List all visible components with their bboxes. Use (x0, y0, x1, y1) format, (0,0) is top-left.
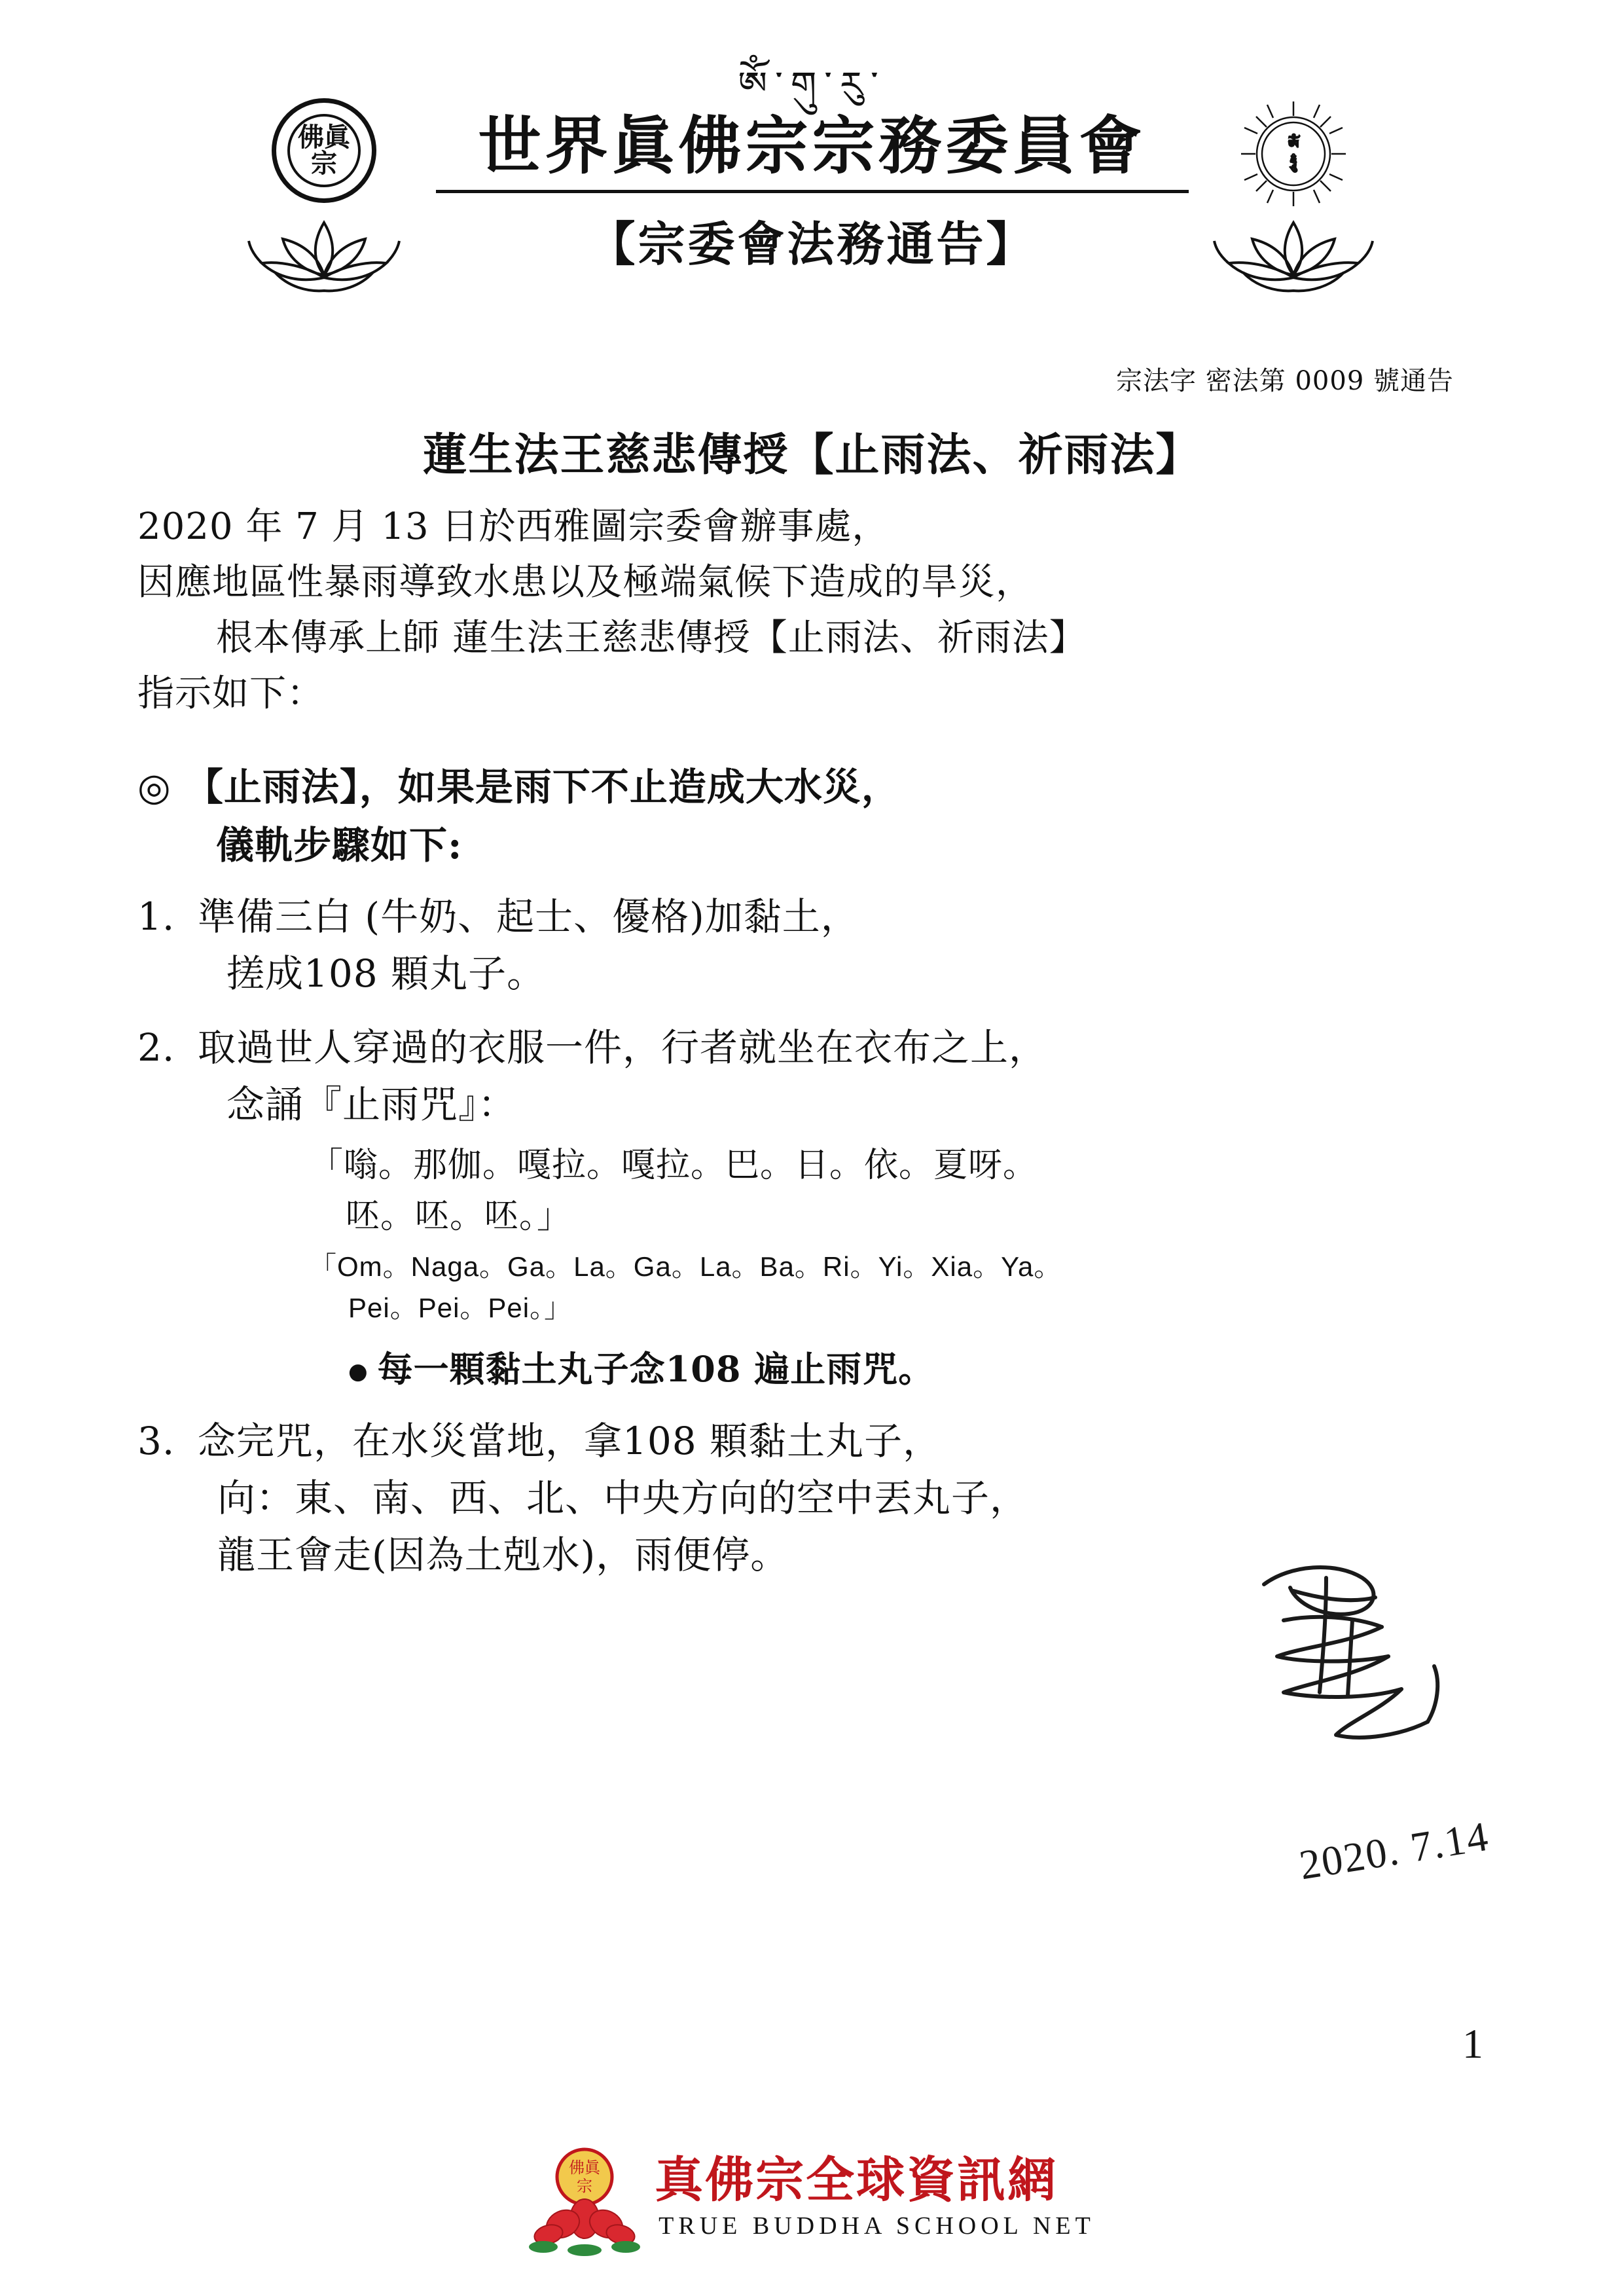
bullet-dot-icon: ● (348, 1358, 369, 1385)
step-2-line-2: 念誦『止雨咒』： (226, 1082, 517, 1127)
footer-site-name-cn: 真佛宗全球資訊網 (655, 2152, 1058, 2209)
step-number: 3. (137, 1418, 175, 1463)
mantra-chinese (309, 1140, 1493, 1242)
seal-bottom-text: 宗 (311, 148, 337, 179)
organization-title: 世界眞佛宗宗務委員會 (478, 108, 1146, 183)
mantra-romanized-line-2: Pei。Pei。Pei。」 (348, 1292, 573, 1323)
step-3-line-3: 龍王會走(因為土剋水)，雨便停。 (217, 1532, 789, 1577)
intro-line-2: 因應地區性暴雨導致水患以及極端氣候下造成的旱災， (137, 561, 1033, 604)
header-title-block (79, 65, 1545, 274)
document-footer (0, 2139, 1624, 2257)
spacer (137, 721, 1493, 758)
handwritten-signature (1185, 1558, 1460, 1774)
step-3-line-1: 念完咒，在水災當地，拿108 顆黏土丸子， (198, 1418, 942, 1463)
footer-lotus-seal-icon (529, 2139, 640, 2257)
circle-marker-icon: ◎ (137, 765, 171, 810)
seal-top-text: 佛眞 (298, 122, 350, 153)
step-number: 1. (137, 894, 175, 939)
list-item-step-2 (137, 1019, 1493, 1396)
signature-date: 2020. 7.14 (1296, 1812, 1492, 1889)
page-title: 蓮生法王慈悲傳授【止雨法、祈雨法】 (422, 429, 1202, 481)
step-1-line-1: 準備三白 (牛奶、起士、優格)加黏土， (198, 894, 859, 939)
step-2-bullet-note (198, 1343, 1493, 1396)
document-header (79, 39, 1545, 354)
section-heading (137, 758, 1493, 816)
document-body (79, 499, 1545, 1584)
mantra-chinese-line-2: 呸。呸。呸。」 (346, 1196, 572, 1236)
document-kind-label: 【宗委會法務通告】 (588, 215, 1036, 272)
section-heading-text: 【止雨法】，如果是雨下不止造成大水災， (185, 765, 900, 810)
list-item-step-3 (137, 1413, 1493, 1584)
footer-logo (529, 2139, 640, 2257)
step-number: 2. (137, 1025, 175, 1070)
intro-line-3: 根本傳承上師 蓮生法王慈悲傳授【止雨法、祈雨法】 (216, 617, 1087, 660)
section-subheading: 儀軌步驟如下: (216, 822, 463, 867)
document-number: 宗法字 密法第 0009 號通告 (1116, 366, 1454, 396)
step-2-line-1: 取過世人穿過的衣服一件，行者就坐在衣布之上， (198, 1025, 1048, 1070)
mantra-romanized-line-1: 「Om。Naga。Ga。La。Ga。La。Ba。Ri。Yi。Xia。Ya。 (309, 1250, 1062, 1282)
mantra-block (198, 1140, 1493, 1328)
intro-line-1: 2020 年 7 月 13 日於西雅圖宗委會辦事處， (137, 505, 890, 548)
step-3-line-2: 向：東、南、西、北、中央方向的空中丟丸子， (217, 1475, 1029, 1520)
mantra-chinese-line-1: 「嗡。那伽。嘎拉。嘎拉。巴。日。依。夏呀。 (309, 1145, 1038, 1185)
list-item-step-1 (137, 888, 1493, 1002)
tibetan-script-line: ཨོཾ་གུ་རུ་ (738, 64, 886, 107)
intro-line-4: 指示如下： (137, 672, 324, 716)
ritual-steps-list (137, 888, 1493, 1584)
title-underline-rule (436, 190, 1189, 193)
svg-text:佛眞: 佛眞 (569, 2159, 601, 2177)
footer-text-block (655, 2152, 1095, 2240)
svg-text:ༀ: ༀ (1288, 137, 1299, 153)
svg-text:宗: 宗 (577, 2177, 593, 2195)
page-number: 1 (1462, 2020, 1483, 2067)
mantra-romanized (309, 1246, 1493, 1328)
svg-text:ཧཱུྃ: ཧཱུྃ (1290, 156, 1297, 170)
step-1-line-2: 搓成108 顆丸子。 (226, 951, 546, 996)
step-2-bullet-text: 每一顆黏土丸子念108 遍止雨咒。 (377, 1347, 935, 1390)
footer-site-name-en: TRUE BUDDHA SCHOOL NET (659, 2212, 1095, 2240)
